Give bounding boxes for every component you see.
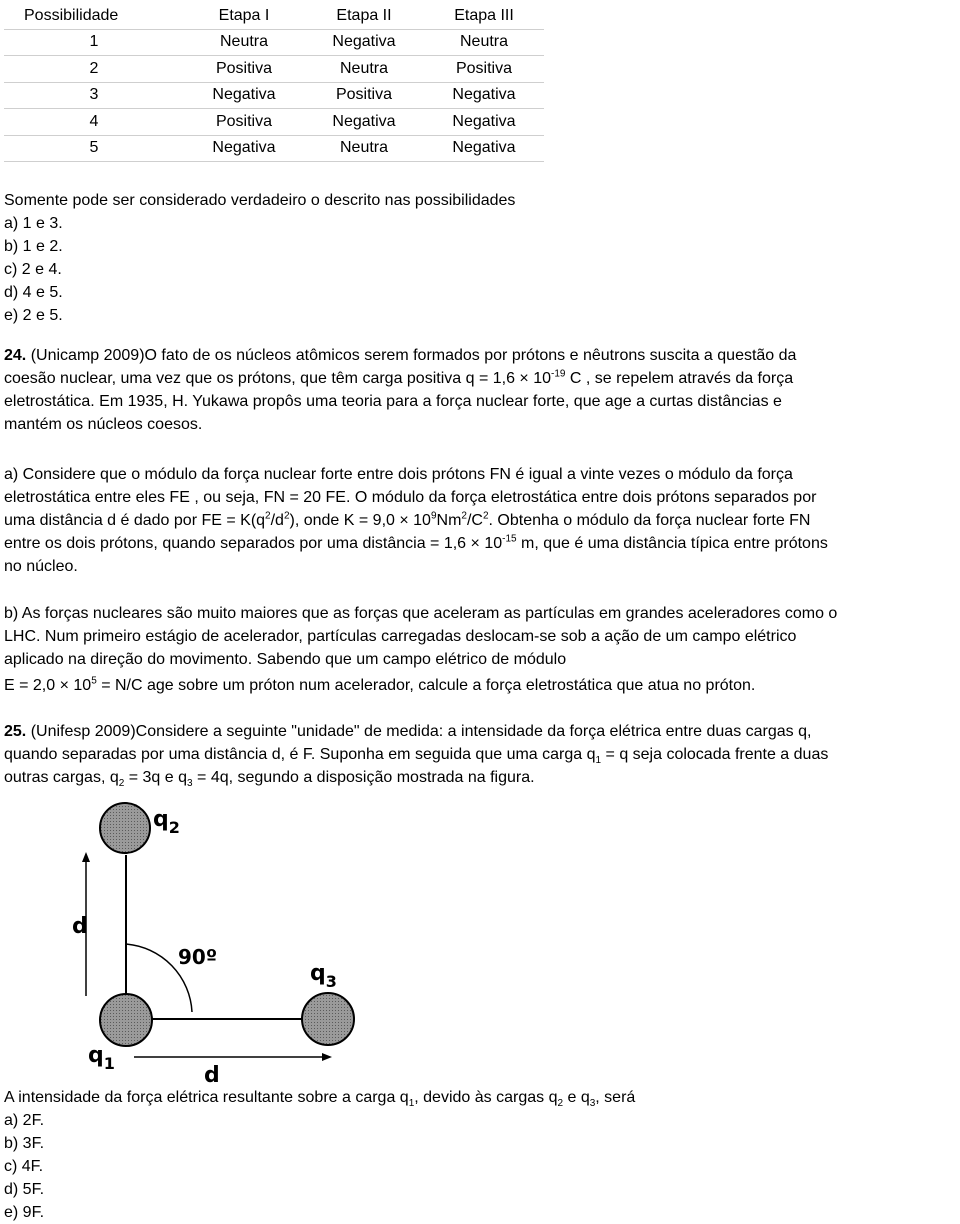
table-cell: 3 <box>4 82 184 109</box>
possibilities-table <box>4 3 544 162</box>
table-row <box>4 56 544 83</box>
table-row <box>4 29 544 56</box>
table-cell: Negativa <box>304 109 424 136</box>
q25-question: A intensidade da força elétrica resultante sobre a carga $q_1$, devido às cargas $q_2$ e $q_3$, será a) 2F. b) 3F. c) 4F. d) 5F. e) 9F. <box>4 1086 960 1224</box>
table-cell: 4 <box>4 109 184 136</box>
table-cell: Negativa <box>424 135 544 162</box>
table-row <box>4 109 544 136</box>
q24-line: coesão nuclear, uma vez que os prótons, que têm carga positiva $q = 1,6 \times 10^{-19}$ C , se repelem através da força <box>4 368 794 387</box>
option-item: d) 4 e 5. <box>4 284 63 301</box>
q24-part-a: a) Considere que o módulo da força nuclear forte entre dois prótons FN é igual a vinte vezes o módulo da força eletrostática entre eles FE , ou seja, FN = 20 FE. O módulo da força eletrostática entre dois prótons separados por uma distância d é dado por FE = $K(q^2/d^2)$, onde $K = 9,0 \times 10^9Nm^2/C^2$. Obtenha o módulo da força nuclear forte FN entre os dois prótons, quando separados por uma distância = $1,6 \times 10^{-15}$ m, que é uma distância típica entre prótons no núcleo. <box>4 466 828 575</box>
table-header-row <box>4 3 544 29</box>
table-row <box>4 135 544 162</box>
option-item: b) 3F. <box>4 1135 45 1152</box>
column-header: Etapa III <box>424 3 544 29</box>
table-cell: Positiva <box>184 56 304 83</box>
horizontal-distance-label: d <box>204 1063 220 1088</box>
charge-q2-sphere <box>100 803 150 853</box>
option-item: e) 2 e 5. <box>4 307 63 324</box>
charge-q3-label: $q_3$ <box>310 961 337 991</box>
table-cell: Negativa <box>304 29 424 56</box>
arrowhead-icon <box>82 852 90 862</box>
charge-q3-sphere <box>302 993 354 1045</box>
table-cell: Negativa <box>424 109 544 136</box>
column-header: Etapa II <box>304 3 424 29</box>
table-cell: 1 <box>4 29 184 56</box>
table-cell: Neutra <box>424 29 544 56</box>
table-cell: Neutra <box>184 29 304 56</box>
table-cell: Positiva <box>424 56 544 83</box>
table-cell: 5 <box>4 135 184 162</box>
charge-q1-label: $q_1$ <box>88 1043 115 1073</box>
q24-line: eletrostática. Em 1935, H. Yukawa propôs uma teoria para a força nuclear forte, que age a curtas distâncias e <box>4 393 782 410</box>
table-cell: Positiva <box>184 109 304 136</box>
option-item: b) 1 e 2. <box>4 238 63 255</box>
arrowhead-icon <box>322 1053 332 1061</box>
angle-label: 90º <box>178 945 218 969</box>
q24-block <box>4 344 960 436</box>
charge-q1-sphere <box>100 994 152 1046</box>
column-header: Etapa I <box>184 3 304 29</box>
q24-line: mantém os núcleos coesos. <box>4 416 203 433</box>
charges-figure <box>72 800 380 1090</box>
q25-block: 25. (Unifesp 2009)Considere a seguinte "unidade" de medida: a intensidade da força elétrica entre duas cargas q, quando separadas por uma distância d, é F. Suponha em seguida que uma carga $q_1 = q$ seja colocada frente a duas outras cargas, $q_2 = 3q$ e $q_3 = 4q$, segundo a disposição mostrada na figura. <box>4 723 829 790</box>
option-item: a) 1 e 3. <box>4 215 63 232</box>
q24-line: 24. (Unicamp 2009)O fato de os núcleos atômicos serem formados por prótons e nêutrons suscita a questão da <box>4 347 797 364</box>
q24-part-b: b) As forças nucleares são muito maiores que as forças que aceleram as partículas em grandes aceleradores como o LHC. Num primeiro estágio de acelerador, partículas carregadas deslocam-se sob a ação de um campo elétrico aplicado na direção do movimento. Sabendo que um campo elétrico de módulo $E = 2,0 \times 10^5 = N/C$ age sobre um próton num acelerador, calcule a força eletrostática que atua no próton. <box>4 605 838 694</box>
table-cell: 2 <box>4 56 184 83</box>
option-item: a) 2F. <box>4 1112 45 1129</box>
table-cell: Negativa <box>424 82 544 109</box>
q23-block <box>4 189 960 327</box>
option-item: e) 9F. <box>4 1204 45 1221</box>
table-cell: Neutra <box>304 135 424 162</box>
charge-q2-label: $q_2$ <box>153 807 180 837</box>
q23-statement: Somente pode ser considerado verdadeiro o descrito nas possibilidades <box>4 192 516 209</box>
table-cell: Positiva <box>304 82 424 109</box>
option-item: c) 4F. <box>4 1158 44 1175</box>
vertical-distance-label: d <box>72 914 88 939</box>
table-cell: Negativa <box>184 135 304 162</box>
table-cell: Neutra <box>304 56 424 83</box>
column-header: Possibilidade <box>4 3 184 29</box>
option-item: c) 2 e 4. <box>4 261 62 278</box>
option-item: d) 5F. <box>4 1181 45 1198</box>
question-number: 24. <box>4 347 27 364</box>
question-number: 25. <box>4 723 27 740</box>
table-row <box>4 82 544 109</box>
table-cell: Negativa <box>184 82 304 109</box>
